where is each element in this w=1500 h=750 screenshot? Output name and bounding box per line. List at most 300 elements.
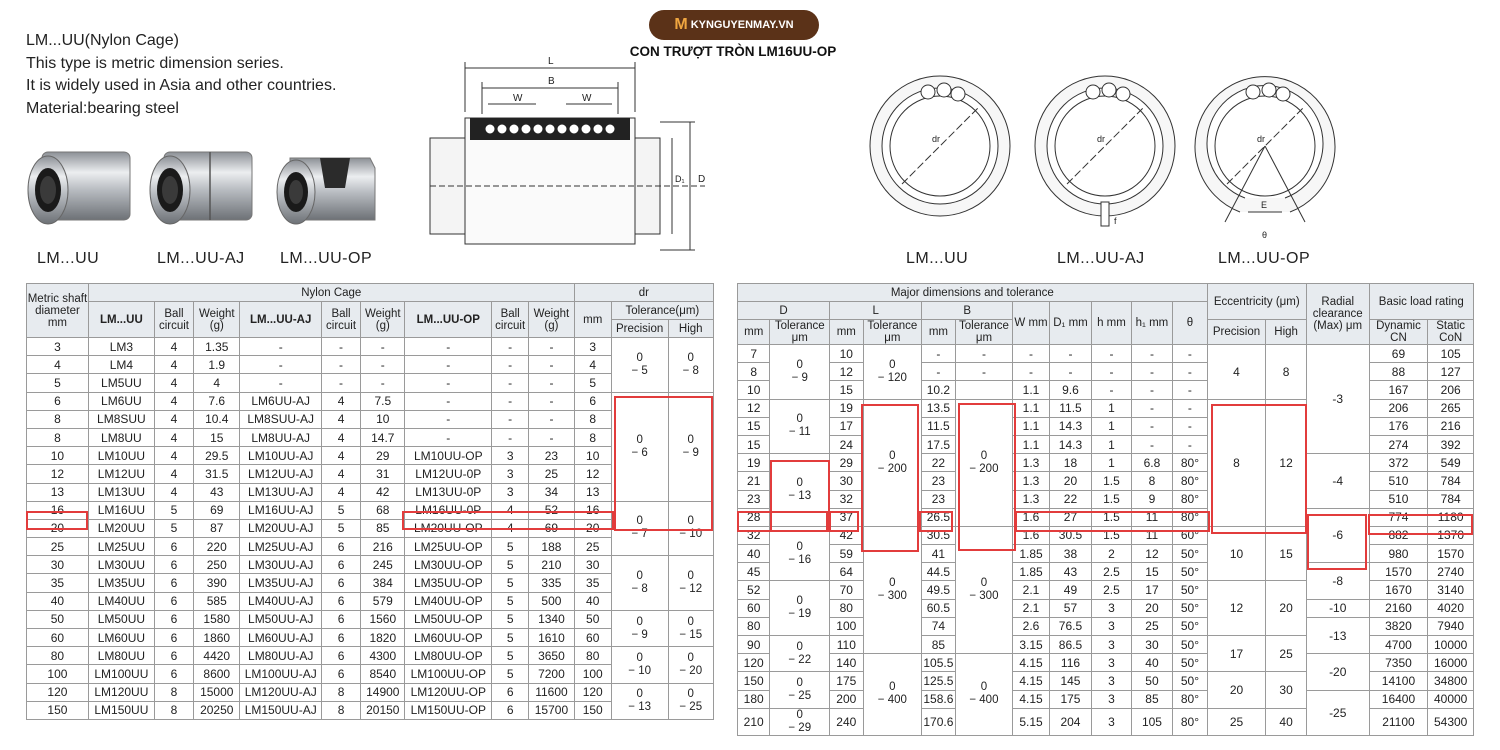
static-load-cell: 127 — [1428, 363, 1474, 381]
shaft-diameter-cell: 100 — [27, 665, 89, 683]
weight-cell: 216 — [361, 538, 405, 556]
ball-circuit-cell: 6 — [154, 629, 193, 647]
lm-uu-model-cell: LM25UU — [88, 538, 154, 556]
eccentricity-precision-cell: 25 — [1207, 708, 1266, 735]
dr-tolerance-precision-bottom: − 8 — [631, 583, 648, 596]
theta-cell: 60° — [1173, 526, 1207, 544]
b-tolerance-cell — [955, 526, 1013, 653]
static-load-cell: 784 — [1428, 490, 1474, 508]
theta-cell: 50° — [1173, 636, 1207, 654]
dr-tolerance-high-bottom: − 20 — [679, 664, 703, 677]
weight-cell: 14.7 — [361, 428, 405, 446]
dr-mm-cell: 60 — [574, 629, 611, 647]
lm-uu-model-cell: LM20UU — [88, 519, 154, 537]
section-caption-lm-uu-op: LM...UU-OP — [1218, 250, 1311, 267]
table-row — [27, 610, 714, 628]
shaft-diameter-cell: 150 — [27, 701, 89, 719]
table-row — [27, 683, 714, 701]
static-load-cell: 392 — [1428, 435, 1474, 453]
d-tolerance-cell — [770, 526, 830, 581]
table-row — [738, 508, 1474, 526]
dr-tolerance-high-bottom: − 10 — [679, 528, 703, 541]
static-load-cell: 2740 — [1428, 563, 1474, 581]
theta-cell: - — [1173, 345, 1207, 363]
weight-cell: 1560 — [361, 610, 405, 628]
ball-circuit-cell: - — [321, 338, 360, 356]
d1-mm-cell: 11.5 — [1049, 399, 1092, 417]
col-header-ball-circuit: Ball circuit — [492, 302, 529, 338]
shaft-diameter-cell: 12 — [27, 465, 89, 483]
d-tolerance-cell — [770, 399, 830, 454]
eccentricity-high-cell: 8 — [1266, 345, 1307, 400]
ball-circuit-cell: 8 — [154, 683, 193, 701]
ball-circuit-cell: 6 — [321, 574, 360, 592]
d1-mm-cell: 204 — [1049, 708, 1092, 735]
dr-tolerance-precision-top: 0 — [636, 688, 643, 701]
l-tolerance-cell-top: 0 — [889, 681, 896, 694]
right-spec-table — [737, 283, 1474, 736]
col-header-dynamic: Dynamic CN — [1369, 320, 1428, 345]
col-header-b: B — [922, 302, 1013, 320]
section-caption-lm-uu-aj: LM...UU-AJ — [1057, 250, 1145, 267]
d-mm-cell: 45 — [738, 563, 770, 581]
weight-cell: - — [529, 356, 574, 374]
ball-circuit-cell: - — [492, 338, 529, 356]
theta-cell: - — [1173, 417, 1207, 435]
weight-cell: 68 — [361, 501, 405, 519]
eccentricity-high-cell: 30 — [1266, 672, 1307, 708]
lm-uu-op-model-cell: - — [405, 428, 492, 446]
ball-circuit-cell: 5 — [492, 647, 529, 665]
dr-tolerance-precision-top: 0 — [636, 615, 643, 628]
dr-tolerance-high-top: 0 — [687, 351, 694, 364]
weight-cell: 8600 — [194, 665, 240, 683]
ball-circuit-cell: 5 — [321, 519, 360, 537]
dim-label-f: f — [1114, 216, 1117, 226]
table-row — [27, 501, 714, 519]
dr-tolerance-high — [668, 392, 714, 501]
b-mm-cell: 23 — [922, 472, 955, 490]
l-mm-cell: 17 — [830, 417, 863, 435]
weight-cell: - — [529, 392, 574, 410]
b-mm-cell: 30.5 — [922, 526, 955, 544]
col-header-tolerance: Tolerance(μm) — [611, 302, 713, 320]
lm-uu-photo-icon — [28, 152, 130, 224]
lm-uu-aj-model-cell: LM100UU-AJ — [240, 665, 321, 683]
ball-row-icon — [485, 124, 615, 134]
d1-mm-cell: 20 — [1049, 472, 1092, 490]
shaft-diameter-cell: 40 — [27, 592, 89, 610]
b-mm-cell: 74 — [922, 617, 955, 635]
d1-mm-cell: 30.5 — [1049, 526, 1092, 544]
radial-clearance-cell: -13 — [1306, 617, 1369, 653]
dynamic-load-cell: 1570 — [1369, 563, 1428, 581]
ball-circuit-cell: 4 — [492, 501, 529, 519]
dr-tolerance-precision — [611, 556, 668, 611]
table-row — [27, 356, 714, 374]
w-mm-cell: 1.1 — [1013, 417, 1049, 435]
ball-circuit-cell: 5 — [492, 610, 529, 628]
dr-mm-cell: 80 — [574, 647, 611, 665]
weight-cell: 245 — [361, 556, 405, 574]
b-mm-cell: 125.5 — [922, 672, 955, 690]
product-caption-lm-uu-op: LM...UU-OP — [280, 250, 373, 267]
b-tolerance-cell: - — [955, 345, 1013, 363]
b-mm-cell: 22 — [922, 454, 955, 472]
cross-section-drawings — [860, 62, 1340, 244]
lm-uu-model-cell: LM8SUU — [88, 410, 154, 428]
lm-uu-op-model-cell: LM50UU-OP — [405, 610, 492, 628]
h1-mm-cell: 11 — [1131, 526, 1173, 544]
dr-tolerance-high-top: 0 — [687, 615, 694, 628]
dim-label-w-left: W — [513, 93, 523, 104]
weight-cell: - — [529, 374, 574, 392]
h-mm-cell: - — [1092, 363, 1131, 381]
dr-tolerance-precision — [611, 610, 668, 646]
w-mm-cell: 2.1 — [1013, 581, 1049, 599]
h-mm-cell: 1.5 — [1092, 526, 1131, 544]
ball-circuit-cell: 4 — [321, 410, 360, 428]
shaft-diameter-cell: 25 — [27, 538, 89, 556]
d-tolerance-cell-top: 0 — [796, 677, 803, 690]
b-mm-cell: 11.5 — [922, 417, 955, 435]
h1-mm-cell: - — [1131, 381, 1173, 399]
w-mm-cell: 2.1 — [1013, 599, 1049, 617]
dynamic-load-cell: 510 — [1369, 490, 1428, 508]
l-mm-cell: 30 — [830, 472, 863, 490]
h1-mm-cell: 85 — [1131, 690, 1173, 708]
h1-mm-cell: 40 — [1131, 654, 1173, 672]
ball-circuit-cell: 5 — [492, 538, 529, 556]
w-mm-cell: 3.15 — [1013, 636, 1049, 654]
ball-circuit-cell: 4 — [154, 392, 193, 410]
l-mm-cell: 200 — [830, 690, 863, 708]
static-load-cell: 1570 — [1428, 545, 1474, 563]
col-header-h1: h₁ mm — [1131, 302, 1173, 345]
lm-uu-aj-model-cell: - — [240, 338, 321, 356]
b-tolerance-cell — [955, 399, 1013, 526]
theta-cell: 80° — [1173, 690, 1207, 708]
l-mm-cell: 110 — [830, 636, 863, 654]
lm-uu-op-model-cell: LM25UU-OP — [405, 538, 492, 556]
lm-uu-aj-model-cell: - — [240, 374, 321, 392]
dr-tolerance-high-top: 0 — [687, 570, 694, 583]
h1-mm-cell: - — [1131, 417, 1173, 435]
eccentricity-high-cell: 20 — [1266, 581, 1307, 636]
col-header-ball-circuit: Ball circuit — [321, 302, 360, 338]
dr-mm-cell: 3 — [574, 338, 611, 356]
h-mm-cell: 3 — [1092, 636, 1131, 654]
l-tolerance-cell-bottom: − 200 — [877, 462, 907, 475]
d-tolerance-cell-bottom: − 19 — [788, 608, 812, 621]
col-header-shaft: Metric shaft diameter mm — [27, 284, 89, 338]
lm-uu-aj-model-cell: LM12UU-AJ — [240, 465, 321, 483]
table-row — [738, 563, 1474, 581]
weight-cell: 31 — [361, 465, 405, 483]
lm-uu-aj-model-cell: LM80UU-AJ — [240, 647, 321, 665]
col-header-l-mm: mm — [830, 320, 863, 345]
h1-mm-cell: - — [1131, 345, 1173, 363]
dynamic-load-cell: 88 — [1369, 363, 1428, 381]
weight-cell: 390 — [194, 574, 240, 592]
dr-mm-cell: 12 — [574, 465, 611, 483]
radial-clearance-cell: -4 — [1306, 454, 1369, 509]
w-mm-cell: 1.3 — [1013, 490, 1049, 508]
table-row — [27, 410, 714, 428]
col-header-l-tolerance: Tolerance μm — [863, 320, 922, 345]
shaft-diameter-cell: 5 — [27, 374, 89, 392]
weight-cell: 4300 — [361, 647, 405, 665]
l-tolerance-cell-top: 0 — [889, 449, 896, 462]
ball-circuit-cell: - — [492, 428, 529, 446]
h-mm-cell: 1 — [1092, 399, 1131, 417]
weight-cell: - — [361, 374, 405, 392]
dynamic-load-cell: 980 — [1369, 545, 1428, 563]
d1-mm-cell: 116 — [1049, 654, 1092, 672]
d-mm-cell: 28 — [738, 508, 770, 526]
table-row — [738, 345, 1474, 363]
product-photos — [20, 138, 390, 248]
d-tolerance-cell — [770, 672, 830, 708]
lm-uu-op-model-cell: - — [405, 356, 492, 374]
b-tolerance-cell-top: 0 — [980, 681, 988, 694]
dr-tolerance-precision — [611, 338, 668, 393]
col-header-lm-uu-aj: LM...UU-AJ — [240, 302, 321, 338]
l-tolerance-cell-bottom: − 120 — [877, 371, 907, 384]
ball-circuit-cell: 6 — [321, 629, 360, 647]
lm-uu-aj-model-cell: - — [240, 356, 321, 374]
lm-uu-aj-model-cell: LM50UU-AJ — [240, 610, 321, 628]
d1-mm-cell: 86.5 — [1049, 636, 1092, 654]
lm-uu-aj-model-cell: LM20UU-AJ — [240, 519, 321, 537]
dr-mm-cell: 5 — [574, 374, 611, 392]
col-header-lm-uu-op: LM...UU-OP — [405, 302, 492, 338]
h1-mm-cell: - — [1131, 435, 1173, 453]
dr-tolerance-high-top: 0 — [687, 515, 694, 528]
description-line: It is widely used in Asia and other countries. — [26, 77, 337, 94]
lm-uu-op-model-cell: - — [405, 338, 492, 356]
dynamic-load-cell: 2160 — [1369, 599, 1428, 617]
weight-cell: 20150 — [361, 701, 405, 719]
lm-uu-model-cell: LM50UU — [88, 610, 154, 628]
brand-logo-icon: M — [674, 16, 688, 33]
w-mm-cell: 2.6 — [1013, 617, 1049, 635]
ball-circuit-cell: 4 — [321, 392, 360, 410]
lm-uu-model-cell: LM12UU — [88, 465, 154, 483]
dim-label-theta: θ — [1262, 230, 1268, 240]
weight-cell: 1580 — [194, 610, 240, 628]
dr-tolerance-high — [668, 501, 714, 556]
ball-circuit-cell: 8 — [321, 683, 360, 701]
h1-mm-cell: 30 — [1131, 636, 1173, 654]
h-mm-cell: 3 — [1092, 672, 1131, 690]
theta-cell: 50° — [1173, 654, 1207, 672]
d-tolerance-cell — [770, 636, 830, 672]
d-tolerance-cell-bottom: − 29 — [788, 721, 812, 734]
col-header-weight: Weight (g) — [361, 302, 405, 338]
dynamic-load-cell: 510 — [1369, 472, 1428, 490]
weight-cell: 7200 — [529, 665, 574, 683]
ball-circuit-cell: 5 — [492, 629, 529, 647]
d1-mm-cell: 14.3 — [1049, 417, 1092, 435]
lm-uu-op-model-cell: LM120UU-OP — [405, 683, 492, 701]
weight-cell: 4 — [194, 374, 240, 392]
dynamic-load-cell: 69 — [1369, 345, 1428, 363]
d-tolerance-cell-bottom: − 25 — [788, 690, 812, 703]
dr-tolerance-high — [668, 683, 714, 719]
ball-circuit-cell: 6 — [321, 647, 360, 665]
weight-cell: 1860 — [194, 629, 240, 647]
theta-cell: 50° — [1173, 617, 1207, 635]
radial-clearance-cell: -6 — [1306, 508, 1369, 563]
col-header-b-tolerance: Tolerance μm — [955, 320, 1013, 345]
shaft-diameter-cell: 8 — [27, 428, 89, 446]
product-caption-lm-uu: LM...UU — [37, 250, 100, 267]
weight-cell: 585 — [194, 592, 240, 610]
h-mm-cell: 3 — [1092, 654, 1131, 672]
weight-cell: 85 — [361, 519, 405, 537]
theta-cell: - — [1173, 363, 1207, 381]
col-header-theta: θ — [1173, 302, 1207, 345]
dynamic-load-cell: 274 — [1369, 435, 1428, 453]
col-header-weight: Weight (g) — [529, 302, 574, 338]
w-mm-cell: 1.6 — [1013, 526, 1049, 544]
table-row — [27, 428, 714, 446]
h1-mm-cell: 12 — [1131, 545, 1173, 563]
shaft-diameter-cell: 10 — [27, 447, 89, 465]
l-mm-cell: 32 — [830, 490, 863, 508]
dim-label-e: E — [1261, 200, 1268, 210]
dynamic-load-cell: 167 — [1369, 381, 1428, 399]
theta-cell: 50° — [1173, 599, 1207, 617]
dr-mm-cell: 30 — [574, 556, 611, 574]
d1-mm-cell: 18 — [1049, 454, 1092, 472]
table-row — [27, 483, 714, 501]
l-mm-cell: 15 — [830, 381, 863, 399]
col-header-nylon-cage: Nylon Cage — [88, 284, 574, 302]
ball-circuit-cell: 6 — [154, 538, 193, 556]
ball-circuit-cell: 6 — [154, 647, 193, 665]
h1-mm-cell: 50 — [1131, 672, 1173, 690]
dynamic-load-cell: 372 — [1369, 454, 1428, 472]
lm-uu-model-cell: LM8UU — [88, 428, 154, 446]
d1-mm-cell: 38 — [1049, 545, 1092, 563]
b-tolerance-cell-bottom: − 300 — [969, 590, 999, 603]
left-spec-table — [26, 283, 714, 720]
weight-cell: 87 — [194, 519, 240, 537]
table-row — [27, 665, 714, 683]
dim-label-dr: dr — [932, 134, 941, 144]
ball-circuit-cell: 3 — [492, 483, 529, 501]
d1-mm-cell: 76.5 — [1049, 617, 1092, 635]
d-mm-cell: 80 — [738, 617, 770, 635]
h1-mm-cell: 15 — [1131, 563, 1173, 581]
weight-cell: 15700 — [529, 701, 574, 719]
dr-tolerance-precision-bottom: − 5 — [631, 364, 648, 377]
eccentricity-high-cell: 15 — [1266, 526, 1307, 581]
shaft-diameter-cell: 8 — [27, 410, 89, 428]
weight-cell: 1610 — [529, 629, 574, 647]
d1-mm-cell: 175 — [1049, 690, 1092, 708]
static-load-cell: 54300 — [1428, 708, 1474, 735]
d-mm-cell: 120 — [738, 654, 770, 672]
l-mm-cell: 64 — [830, 563, 863, 581]
ball-circuit-cell: 4 — [321, 483, 360, 501]
l-tolerance-cell-bottom: − 300 — [877, 590, 907, 603]
ball-circuit-cell: 5 — [492, 556, 529, 574]
d-tolerance-cell — [770, 454, 830, 527]
l-tolerance-cell-bottom: − 400 — [877, 694, 907, 707]
ball-circuit-cell: 4 — [154, 447, 193, 465]
dr-mm-cell: 120 — [574, 683, 611, 701]
weight-cell: 500 — [529, 592, 574, 610]
d-mm-cell: 180 — [738, 690, 770, 708]
brand-badge — [649, 10, 819, 40]
ball-circuit-cell: 5 — [492, 665, 529, 683]
d-tolerance-cell-bottom: − 9 — [791, 371, 808, 384]
radial-clearance-cell: -8 — [1306, 563, 1369, 599]
h-mm-cell: 1 — [1092, 435, 1131, 453]
dr-tolerance-precision-bottom: − 10 — [628, 664, 651, 677]
table-row — [738, 654, 1474, 672]
eccentricity-precision-cell: 20 — [1207, 672, 1266, 708]
shaft-diameter-cell: 16 — [27, 501, 89, 519]
lm-uu-aj-model-cell: LM8UU-AJ — [240, 428, 321, 446]
static-load-cell: 549 — [1428, 454, 1474, 472]
d-mm-cell: 7 — [738, 345, 770, 363]
lm-uu-op-model-cell: - — [405, 392, 492, 410]
shaft-diameter-cell: 80 — [27, 647, 89, 665]
w-mm-cell: 1.1 — [1013, 435, 1049, 453]
dr-tolerance-high-top: 0 — [687, 651, 694, 664]
theta-cell: 80° — [1173, 454, 1207, 472]
dr-tolerance-precision-top: 0 — [636, 433, 643, 446]
lm-uu-op-model-cell: LM20UU-OP — [405, 519, 492, 537]
b-tolerance-cell-top: 0 — [980, 577, 988, 590]
dr-tolerance-precision-bottom: − 13 — [628, 701, 651, 714]
h-mm-cell: 1.5 — [1092, 472, 1131, 490]
ball-circuit-cell: - — [321, 356, 360, 374]
weight-cell: 7.5 — [361, 392, 405, 410]
ball-circuit-cell: 6 — [154, 610, 193, 628]
lm-uu-aj-photo-icon — [150, 152, 252, 224]
dr-mm-cell: 8 — [574, 410, 611, 428]
weight-cell: 220 — [194, 538, 240, 556]
description-line: This type is metric dimension series. — [26, 54, 284, 72]
b-mm-cell: 158.6 — [922, 690, 955, 708]
col-header-lm-uu: LM...UU — [88, 302, 154, 338]
dr-mm-cell: 8 — [574, 428, 611, 446]
ball-circuit-cell: 4 — [154, 374, 193, 392]
eccentricity-precision-cell: 17 — [1207, 636, 1266, 672]
d-tolerance-cell-bottom: − 22 — [788, 653, 812, 666]
weight-cell: 10 — [361, 410, 405, 428]
ball-circuit-cell: 6 — [321, 538, 360, 556]
ball-circuit-cell: - — [492, 356, 529, 374]
lm-uu-op-model-cell: LM80UU-OP — [405, 647, 492, 665]
d1-mm-cell: 43 — [1049, 563, 1092, 581]
lm-uu-op-photo-icon — [277, 158, 375, 224]
d1-mm-cell: - — [1049, 363, 1092, 381]
w-mm-cell: 4.15 — [1013, 690, 1049, 708]
lm-uu-op-model-cell: LM30UU-OP — [405, 556, 492, 574]
ball-circuit-cell: 6 — [154, 592, 193, 610]
static-load-cell: 784 — [1428, 472, 1474, 490]
l-tolerance-cell — [863, 526, 922, 653]
h1-mm-cell: 20 — [1131, 599, 1173, 617]
d-tolerance-cell-top: 0 — [796, 540, 803, 553]
b-tolerance-cell-bottom: − 200 — [969, 462, 999, 475]
